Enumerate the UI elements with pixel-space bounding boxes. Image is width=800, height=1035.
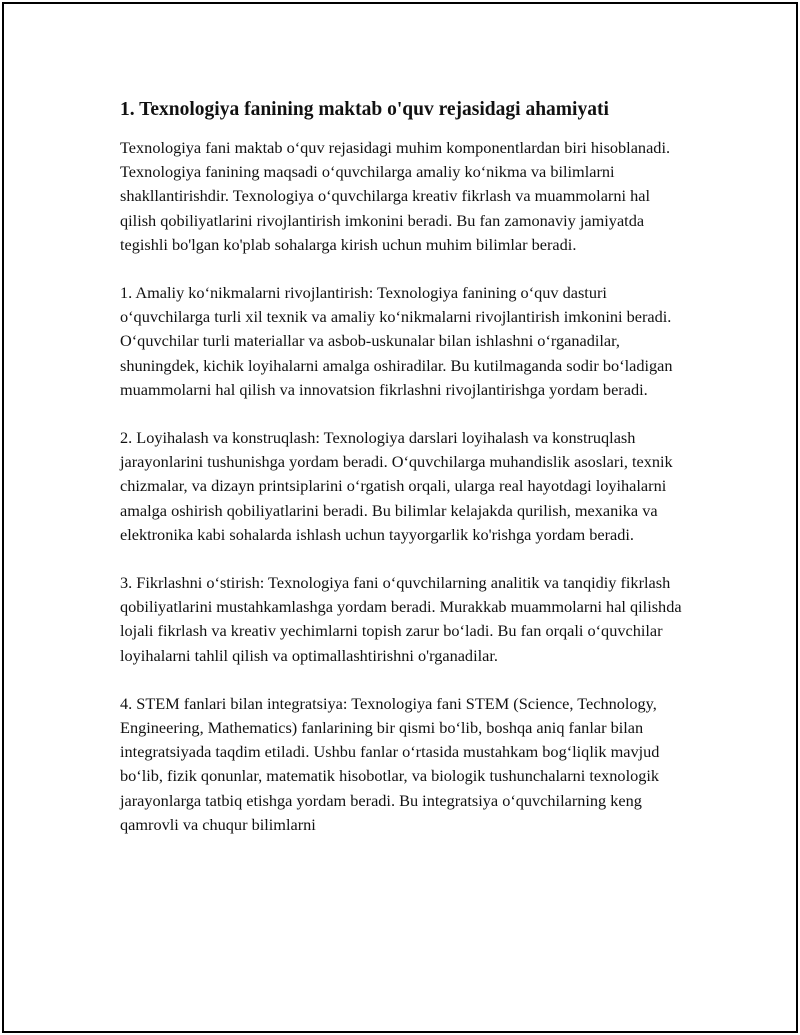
paragraph-practical-skills: 1. Amaliy ko‘nikmalarni rivojlantirish: Texnologiya fanining o‘quv dasturi o‘quvchilarga turli xil texnik va amaliy ko‘nikmalarni rivojlantirish imkonini beradi. O‘quvchilar turli materiallar va asbob-uskunalar bilan ishlashni o‘rganadilar, shuningdek, kichik loyihalarni amalga oshiradilar. Bu kutilmaganda sodir bo‘ladigan muammolarni hal qilish va innovatsion fikrlashni rivojlantirishga yordam beradi. xyxy=(120,283,673,399)
paragraph-design-construction: 2. Loyihalash va konstruqlash: Texnologiya darslari loyihalash va konstruqlash jarayonlarini tushunishga yordam beradi. O‘quvchilarga muhandislik asoslari, texnik chizmalar, va dizayn printsiplarini o‘rgatish orqali, ularga real hayotdagi loyihalarni amalga oshirish qobiliyatlarini beradi. Bu bilimlar kelajakda qurilish, mexanika va elektronika kabi sohalarda ishlash uchun tayyorgarlik ko'rishga yordam beradi. xyxy=(120,428,673,544)
paragraph-thinking-development: 3. Fikrlashni o‘stirish: Texnologiya fani o‘quvchilarning analitik va tanqidiy fikrlash qobiliyatlarini mustahkamlashga yordam beradi. Murakkab muammolarni hal qilishda lojali fikrlash va kreativ yechimlarni topish zarur bo‘ladi. Bu fan orqali o‘quvchilar loyihalarni tahlil qilish va optimallashtirishni o'rganadilar. xyxy=(120,573,682,665)
intro-paragraph: Texnologiya fani maktab o‘quv rejasidagi muhim komponentlardan biri hisoblanadi. Texnologiya fanining maqsadi o‘quvchilarga amaliy ko‘nikma va bilimlarni shakllantirishdir. Texnologiya o‘quvchilarga kreativ fikrlash va muammolarni hal qilish qobiliyatlarini rivojlantirish imkonini beradi. Bu fan zamonaviy jamiyatda tegishli bo'lgan ko'plab sohalarga kirish uchun muhim bilimlar beradi. xyxy=(120,138,671,254)
paragraph-stem-integration: 4. STEM fanlari bilan integratsiya: Texnologiya fani STEM (Science, Technology, Engineering, Mathematics) fanlarining bir qismi bo‘lib, boshqa aniq fanlar bilan integratsiyada taqdim etiladi. Ushbu fanlar o‘rtasida mustahkam bog‘liqlik mavjud bo‘lib, fizik qonunlar, matematik hisobotlar, va biologik tushunchalarni texnologik jarayonlarga tatbiq etishga yordam beradi. Bu integratsiya o‘quvchilarning keng qamrovli va chuqur bilimlarni xyxy=(120,693,660,834)
section-title: 1. Texnologiya fanining maktab o'quv rejasidagi ahamiyati xyxy=(120,99,609,120)
document-page xyxy=(2,2,798,1033)
document-body xyxy=(120,96,690,837)
